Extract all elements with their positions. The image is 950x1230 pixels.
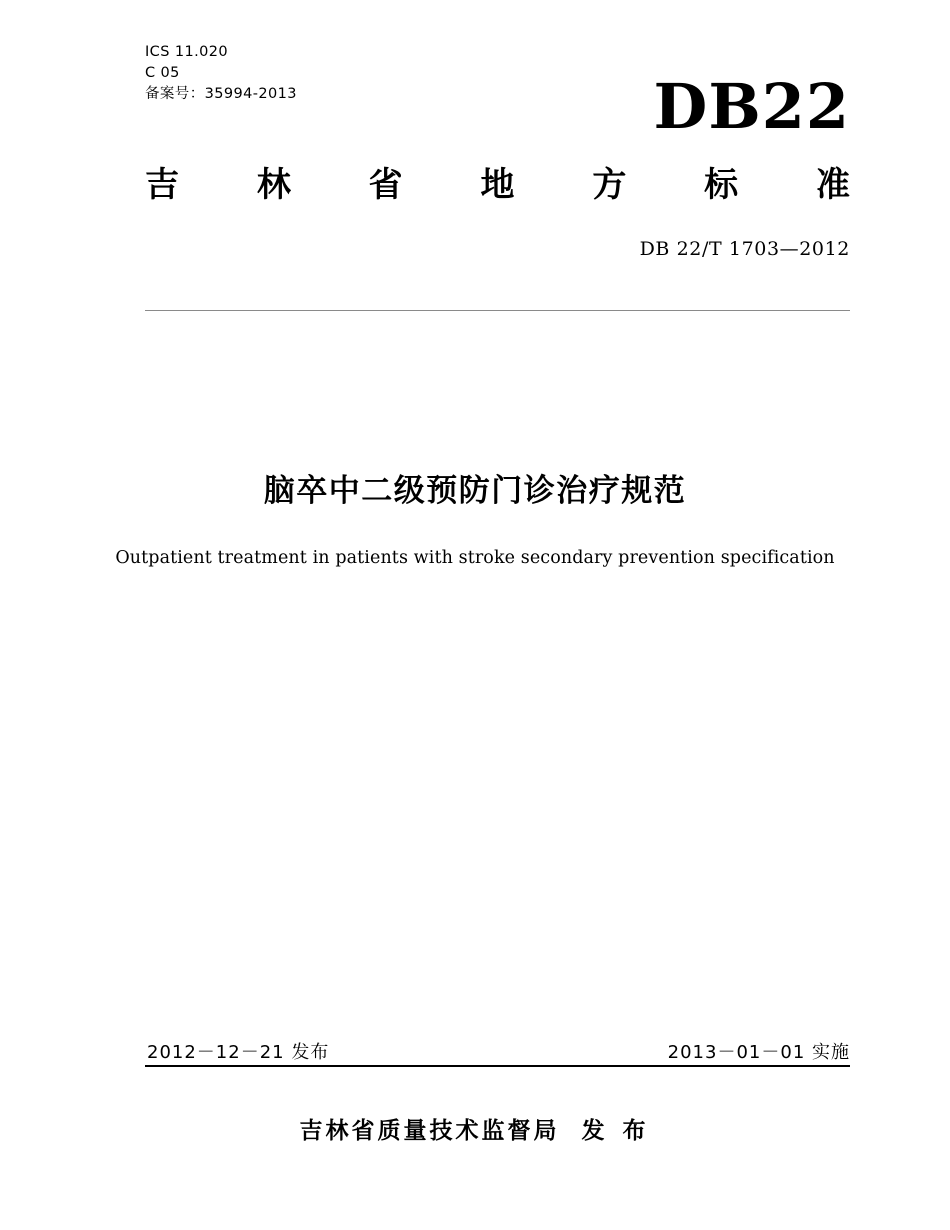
province-char-3: 地 xyxy=(480,165,515,205)
standard-number: DB 22/T 1703—2012 xyxy=(639,238,850,260)
footer-divider xyxy=(145,1065,850,1067)
header-codes-block xyxy=(145,42,297,105)
publisher-name: 吉林省质量技术监督局 xyxy=(299,1118,560,1144)
standard-mark: DB22 xyxy=(653,70,850,143)
issue-date: 2012－12－21 发布 xyxy=(147,1042,330,1063)
publisher-verb: 发 布 xyxy=(581,1118,651,1144)
province-char-2: 省 xyxy=(368,165,403,205)
document-title-english: Outpatient treatment in patients with stroke secondary prevention specification xyxy=(115,548,835,568)
province-char-5: 标 xyxy=(704,165,739,205)
publisher-line xyxy=(0,1112,950,1145)
header-divider xyxy=(145,310,850,311)
province-char-6: 准 xyxy=(815,165,850,205)
province-char-0: 吉 xyxy=(145,165,179,205)
classification-code: C 05 xyxy=(145,65,180,81)
record-number: 备案号：35994-2013 xyxy=(145,86,297,102)
document-title-chinese: 脑卒中二级预防门诊治疗规范 xyxy=(263,473,687,509)
effective-date: 2013－01－01 实施 xyxy=(667,1042,850,1063)
ics-code: ICS 11.020 xyxy=(145,44,228,60)
province-char-1: 林 xyxy=(256,165,291,205)
province-standard-heading xyxy=(145,165,850,205)
province-char-4: 方 xyxy=(592,165,627,205)
